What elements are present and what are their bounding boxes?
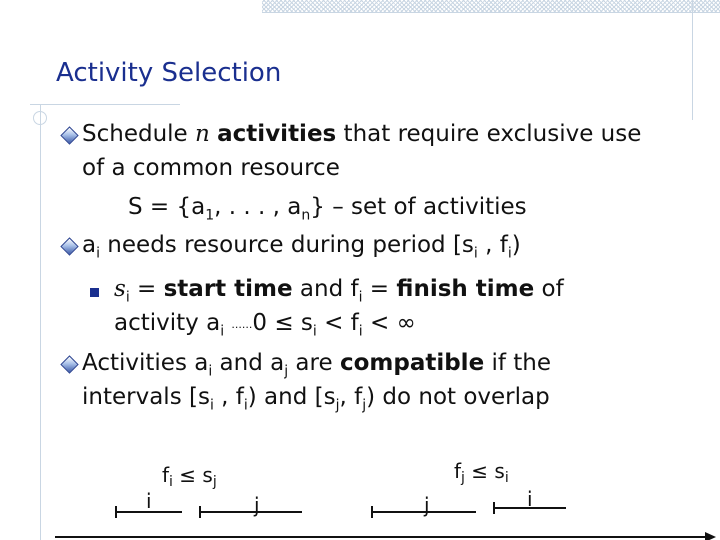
subscript: 1 bbox=[205, 207, 215, 224]
text: a bbox=[82, 232, 97, 258]
diamond-bullet-icon bbox=[60, 126, 78, 144]
subscript: i bbox=[312, 323, 317, 340]
subscript: i bbox=[507, 245, 512, 262]
bullet-1-set-definition bbox=[128, 194, 527, 224]
text: are bbox=[288, 350, 340, 376]
header-pattern bbox=[262, 0, 720, 13]
text: s bbox=[114, 276, 126, 302]
subscript: j bbox=[284, 363, 289, 380]
subscript: i bbox=[473, 245, 478, 262]
text-bold: compatible bbox=[339, 350, 485, 376]
interval-j-right-label: j bbox=[424, 493, 430, 517]
text: = bbox=[362, 276, 397, 302]
text: n bbox=[195, 121, 210, 147]
text: needs resource during period [s bbox=[100, 232, 474, 258]
subscript: i bbox=[243, 397, 248, 414]
text-bold: finish time bbox=[396, 276, 535, 302]
axis-arrow-icon bbox=[705, 532, 716, 540]
dots: ...... bbox=[231, 318, 253, 331]
text-bold: start time bbox=[163, 276, 293, 302]
subscript: i bbox=[358, 289, 363, 306]
sub-bullet-line-2 bbox=[114, 310, 416, 340]
subscript: i bbox=[358, 323, 363, 340]
subscript: n bbox=[301, 207, 311, 224]
text: of bbox=[534, 276, 564, 302]
text: Activities a bbox=[82, 350, 209, 376]
subscript: i bbox=[125, 289, 130, 306]
left-condition: $f_i \le s_j$ bbox=[162, 463, 217, 490]
bullet-1-line-1 bbox=[82, 121, 641, 147]
text: intervals [s bbox=[82, 384, 210, 410]
text: if the bbox=[484, 350, 552, 376]
decor-title-underline bbox=[30, 104, 180, 105]
text: , f bbox=[213, 384, 244, 410]
slide-title: Activity Selection bbox=[56, 58, 282, 88]
square-bullet-icon bbox=[90, 288, 99, 297]
bullet-3-line-1 bbox=[82, 350, 551, 380]
text: and a bbox=[212, 350, 285, 376]
diamond-bullet-icon bbox=[60, 237, 78, 255]
text: ) bbox=[511, 232, 521, 258]
text: that require exclusive use bbox=[336, 121, 642, 147]
text: } – set of activities bbox=[310, 194, 527, 220]
text: < f bbox=[316, 310, 359, 336]
text: S = {a bbox=[128, 194, 206, 220]
subscript: j bbox=[335, 397, 340, 414]
bullet-1-line-2: of a common resource bbox=[82, 155, 340, 181]
text: activity a bbox=[114, 310, 221, 336]
subscript: i bbox=[96, 245, 100, 262]
decor-vertical-line-right bbox=[692, 0, 693, 120]
text: , . . . , a bbox=[214, 194, 302, 220]
text-bold: activities bbox=[217, 121, 337, 147]
sub-bullet-line-1 bbox=[114, 276, 564, 306]
text: , f bbox=[339, 384, 363, 410]
diamond-bullet-icon bbox=[60, 355, 78, 373]
text: 0 ≤ s bbox=[252, 310, 313, 336]
text: ) do not overlap bbox=[366, 384, 550, 410]
text: = bbox=[129, 276, 164, 302]
interval-i-right-label: i bbox=[527, 487, 533, 511]
interval-diagram bbox=[0, 430, 720, 540]
text: , f bbox=[477, 232, 508, 258]
subscript: j bbox=[362, 397, 367, 414]
subscript: i bbox=[208, 363, 213, 380]
text: ) and [s bbox=[247, 384, 336, 410]
right-condition: $f_j \le s_i$ bbox=[454, 459, 509, 486]
subscript: i bbox=[220, 323, 225, 340]
bullet-2-line-1 bbox=[82, 232, 521, 262]
bullet-3-line-2 bbox=[82, 384, 550, 414]
text: Schedule bbox=[82, 121, 196, 147]
text: and f bbox=[292, 276, 359, 302]
decor-circle bbox=[33, 111, 47, 125]
subscript: i bbox=[209, 397, 214, 414]
interval-j-label: j bbox=[254, 493, 260, 517]
text: < ∞ bbox=[362, 310, 416, 336]
interval-i-label: i bbox=[146, 489, 152, 513]
